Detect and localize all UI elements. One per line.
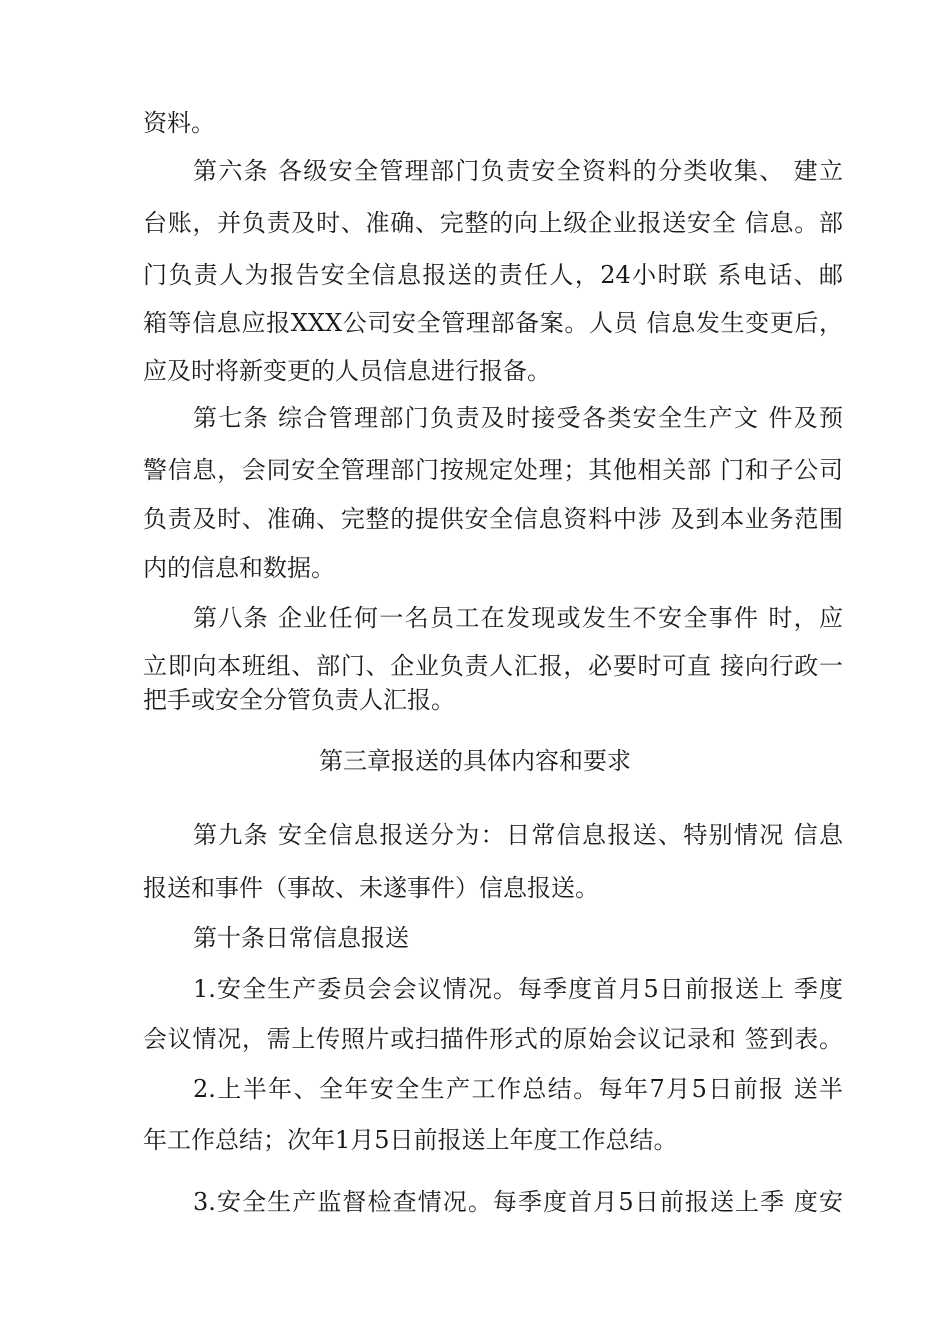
list-item-line: 年工作总结；次年1月5日前报送上年度工作总结。 bbox=[143, 1126, 678, 1154]
article-6-line: 箱等信息应报XXX公司安全管理部备案。人员 信息发生变更后， bbox=[143, 309, 843, 337]
paragraph-line: 资料。 bbox=[143, 109, 215, 137]
article-6-line: 应及时将新变更的人员信息进行报备。 bbox=[143, 357, 551, 385]
article-7-line: 负责及时、准确、完整的提供安全信息资料中涉 及到本业务范围 bbox=[143, 505, 843, 533]
list-item-line: 3.安全生产监督检查情况。每季度首月5日前报送上季 度安 bbox=[193, 1188, 843, 1216]
list-item-line: 1.安全生产委员会会议情况。每季度首月5日前报送上 季度 bbox=[193, 975, 843, 1003]
article-6-line: 门负责人为报告安全信息报送的责任人，24小时联 系电话、邮 bbox=[143, 261, 843, 289]
article-6-line: 第六条 各级安全管理部门负责安全资料的分类收集、 建立 bbox=[193, 157, 843, 185]
article-8-line: 第八条 企业任何一名员工在发现或发生不安全事件 时，应 bbox=[193, 604, 843, 632]
article-7-line: 第七条 综合管理部门负责及时接受各类安全生产文 件及预 bbox=[193, 404, 843, 432]
article-9-line: 报送和事件（事故、未遂事件）信息报送。 bbox=[143, 874, 599, 902]
article-8-line: 立即向本班组、部门、企业负责人汇报，必要时可直 接向行政一 bbox=[143, 652, 843, 680]
article-8-line: 把手或安全分管负责人汇报。 bbox=[143, 686, 455, 714]
list-item-line: 会议情况，需上传照片或扫描件形式的原始会议记录和 签到表。 bbox=[143, 1025, 843, 1053]
article-7-line: 内的信息和数据。 bbox=[143, 554, 335, 582]
article-7-line: 警信息，会同安全管理部门按规定处理；其他相关部 门和子公司 bbox=[143, 456, 843, 484]
article-10-heading: 第十条日常信息报送 bbox=[193, 924, 409, 952]
chapter-heading: 第三章报送的具体内容和要求 bbox=[319, 747, 631, 775]
article-6-line: 台账，并负责及时、准确、完整的向上级企业报送安全 信息。部 bbox=[143, 209, 843, 237]
article-9-line: 第九条 安全信息报送分为：日常信息报送、特别情况 信息 bbox=[193, 821, 843, 849]
list-item-line: 2.上半年、全年安全生产工作总结。每年7月5日前报 送半 bbox=[193, 1075, 843, 1103]
